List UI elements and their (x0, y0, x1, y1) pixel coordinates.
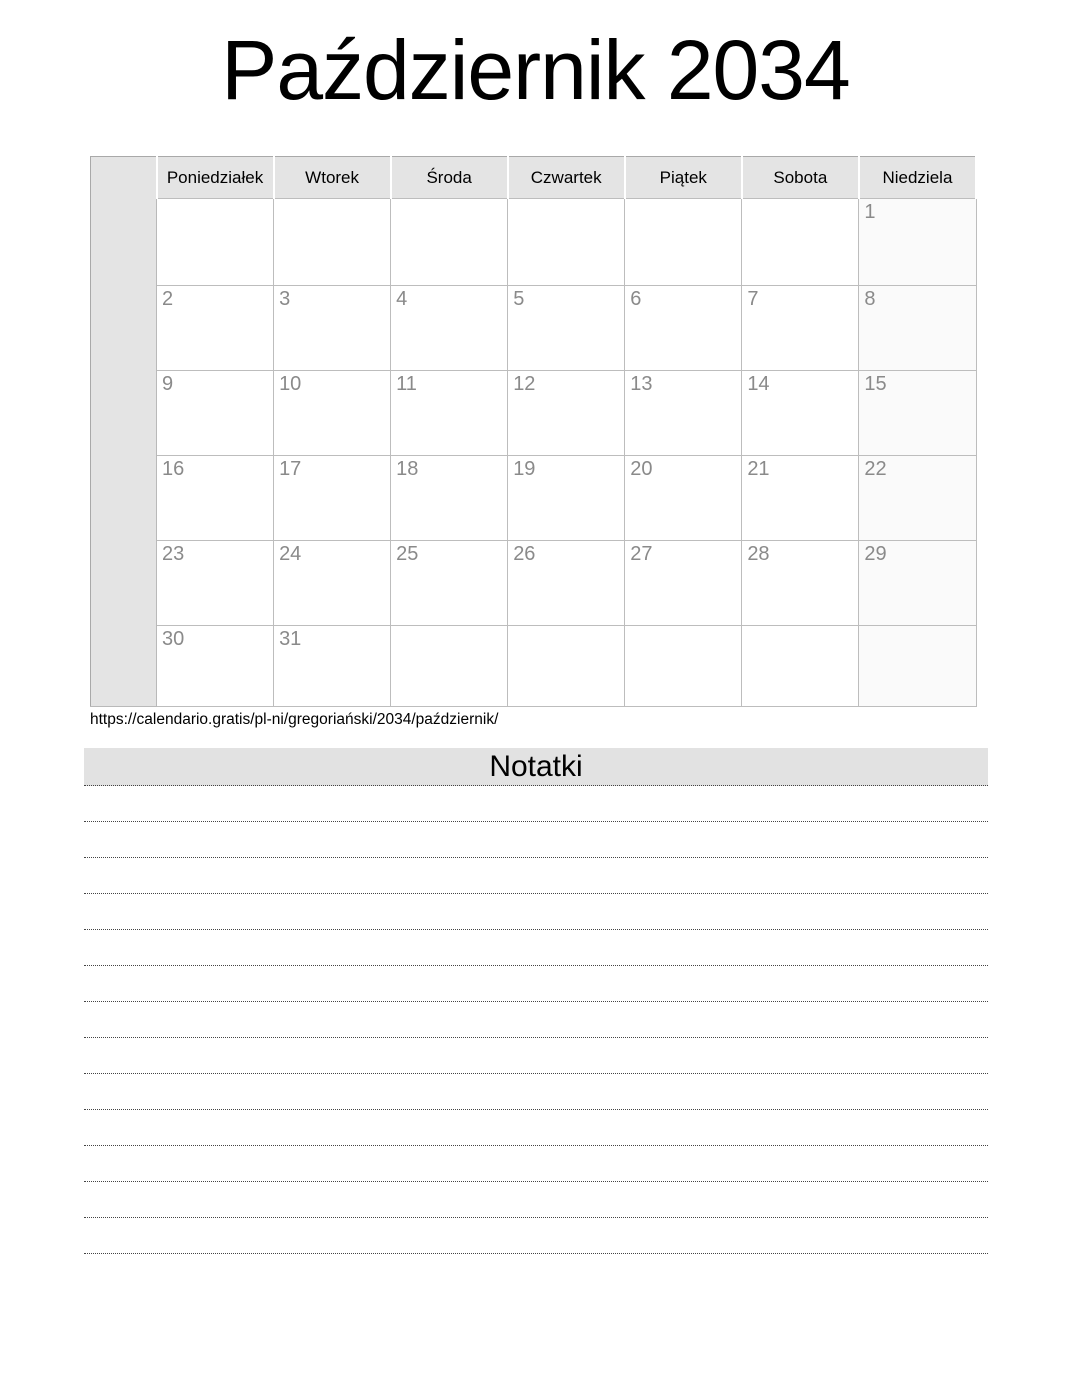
note-line (84, 894, 988, 930)
day-cell: 11 (391, 371, 508, 456)
day-cell: 14 (742, 371, 859, 456)
calendar-week-row (91, 199, 977, 286)
day-cell: 13 (625, 371, 742, 456)
note-line (84, 1110, 988, 1146)
note-line (84, 858, 988, 894)
calendar-table (90, 156, 977, 707)
weekday-header-thursday: Czwartek (508, 157, 625, 199)
weekday-header-tuesday: Wtorek (274, 157, 391, 199)
calendar-week-row (91, 286, 977, 371)
day-cell: 27 (625, 541, 742, 626)
notes-section (84, 748, 988, 1254)
day-cell (859, 626, 976, 707)
day-cell: 1 (859, 199, 976, 286)
weekday-header-monday: Poniedziałek (157, 157, 274, 199)
page-title: Październik 2034 (221, 23, 850, 117)
calendar-week-row (91, 371, 977, 456)
day-cell: 17 (274, 456, 391, 541)
day-cell: 30 (157, 626, 274, 707)
calendar-week-row (91, 541, 977, 626)
day-cell: 31 (274, 626, 391, 707)
day-cell: 12 (508, 371, 625, 456)
day-cell: 6 (625, 286, 742, 371)
day-cell (625, 626, 742, 707)
note-line (84, 1074, 988, 1110)
day-cell (274, 199, 391, 286)
day-cell: 7 (742, 286, 859, 371)
notes-title: Notatki (84, 748, 988, 786)
day-cell (508, 626, 625, 707)
day-cell: 23 (157, 541, 274, 626)
day-cell: 15 (859, 371, 976, 456)
day-cell (391, 199, 508, 286)
day-cell: 19 (508, 456, 625, 541)
note-line (84, 930, 988, 966)
calendar-week-row (91, 456, 977, 541)
source-url: https://calendario.gratis/pl-ni/gregoriański/2034/październik/ (90, 711, 499, 728)
note-line (84, 1182, 988, 1218)
day-cell (742, 626, 859, 707)
weekday-header-sunday: Niedziela (859, 157, 976, 199)
day-cell (391, 626, 508, 707)
day-cell (157, 199, 274, 286)
calendar-side-column (91, 157, 157, 707)
note-line (84, 786, 988, 822)
note-line (84, 1038, 988, 1074)
note-line (84, 822, 988, 858)
weekday-header-wednesday: Środa (391, 157, 508, 199)
day-cell: 10 (274, 371, 391, 456)
notes-lines (84, 786, 988, 1254)
weekday-header-saturday: Sobota (742, 157, 859, 199)
day-cell: 29 (859, 541, 976, 626)
weekday-header-friday: Piątek (625, 157, 742, 199)
day-cell: 4 (391, 286, 508, 371)
day-cell: 21 (742, 456, 859, 541)
day-cell: 16 (157, 456, 274, 541)
day-cell: 24 (274, 541, 391, 626)
day-cell: 9 (157, 371, 274, 456)
note-line (84, 1002, 988, 1038)
day-cell: 18 (391, 456, 508, 541)
day-cell: 28 (742, 541, 859, 626)
day-cell: 20 (625, 456, 742, 541)
day-cell: 8 (859, 286, 976, 371)
calendar-week-row (91, 626, 977, 707)
day-cell (625, 199, 742, 286)
day-cell: 2 (157, 286, 274, 371)
note-line (84, 966, 988, 1002)
day-cell: 5 (508, 286, 625, 371)
weekday-header-row (91, 157, 977, 199)
day-cell: 22 (859, 456, 976, 541)
day-cell: 25 (391, 541, 508, 626)
day-cell: 3 (274, 286, 391, 371)
day-cell (742, 199, 859, 286)
day-cell: 26 (508, 541, 625, 626)
note-line (84, 1146, 988, 1182)
note-line (84, 1218, 988, 1254)
day-cell (508, 199, 625, 286)
